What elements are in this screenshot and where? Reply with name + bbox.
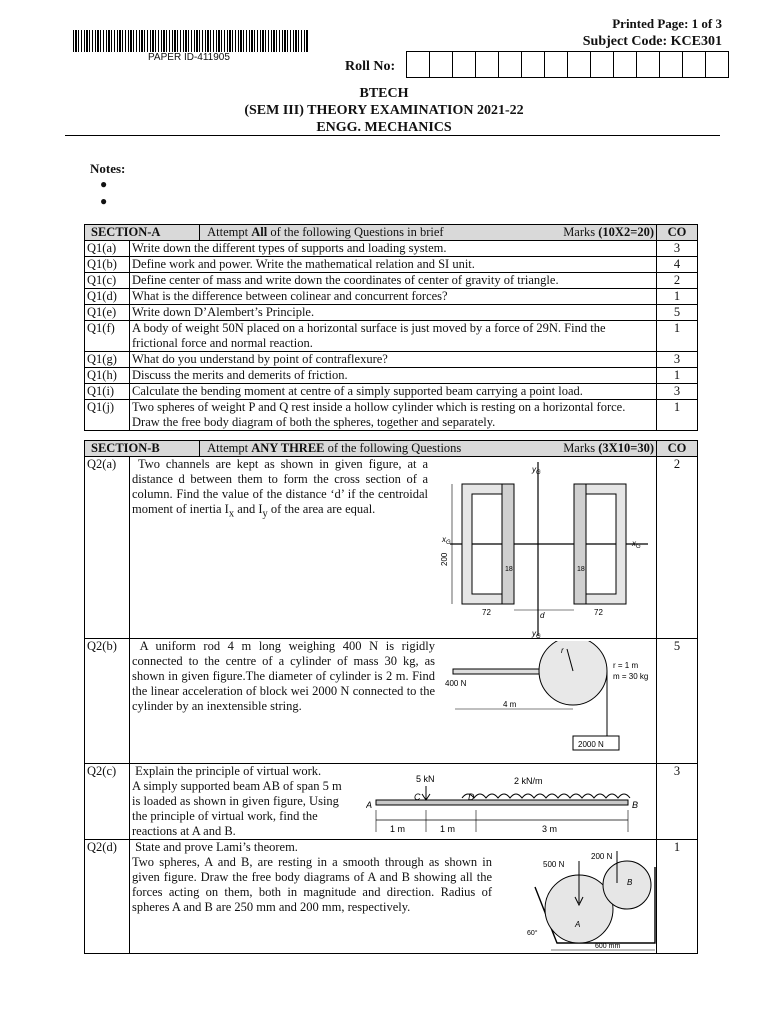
span-1: 1 m [390, 824, 406, 834]
question-number: Q2(d) [85, 840, 130, 954]
label-m-value: m = 30 kg [613, 672, 649, 681]
question-text: Calculate the bending moment at centre of a simply supported beam carrying a point load. [130, 384, 657, 400]
xg-label: $x_G$ [442, 535, 451, 546]
dim-18-right: 18 [577, 566, 585, 573]
dim-72-right: 72 [594, 608, 603, 617]
question-text: Define work and power. Write the mathematical relation and SI unit. [130, 257, 657, 273]
co-value: 1 [657, 289, 698, 305]
label-c: C [414, 792, 421, 802]
span-3: 3 m [542, 824, 558, 834]
co-value: 5 [657, 639, 698, 764]
co-value: 3 [657, 764, 698, 840]
co-value: 3 [657, 241, 698, 257]
question-number: Q1(h) [85, 368, 130, 384]
section-a-instruction: Attempt All of the following Questions in brief [207, 225, 444, 239]
question-number: Q1(i) [85, 384, 130, 400]
question-row [85, 352, 698, 368]
roll-number-boxes[interactable] [407, 51, 729, 78]
section-b-marks: Marks (3X10=30) [563, 441, 654, 455]
label-r-value: r = 1 m [613, 661, 639, 670]
dim-18-left: 18 [505, 566, 513, 573]
question-number: Q1(f) [85, 321, 130, 352]
subject-code: Subject Code: KCE301 [582, 34, 722, 49]
label-block: 2000 N [578, 740, 604, 749]
label-sphere-b: B [627, 878, 633, 887]
printed-page: Printed Page: 1 of 3 [612, 16, 722, 31]
question-row [85, 400, 698, 431]
notes-label: Notes: [90, 161, 126, 176]
label-500n: 500 N [543, 860, 565, 869]
question-row [85, 305, 698, 321]
question-text: Explain the principle of virtual work. A simply supported beam AB of span 5 m is loaded as shown in given figure, Using the principle of virtual work, find the reactions at A and B. [130, 764, 657, 840]
section-b-header [85, 441, 698, 457]
label-r: r [561, 646, 564, 655]
section-a-marks: Marks (10X2=20) [563, 225, 654, 239]
question-row [85, 241, 698, 257]
co-header: CO [657, 225, 698, 241]
dim-d: d [540, 611, 545, 620]
label-200n: 200 N [591, 852, 613, 861]
question-text: Two spheres of weight P and Q rest inside a hollow cylinder which is resting on a horizontal force. Draw the free body diagram of both the spheres, together and separately. [130, 400, 657, 431]
co-value: 1 [657, 840, 698, 954]
question-row [85, 257, 698, 273]
label-d: D [468, 792, 475, 802]
co-value: 1 [657, 321, 698, 352]
label-600mm: 600 mm [595, 943, 621, 950]
course-title: BTECH [359, 86, 409, 101]
question-row [85, 289, 698, 305]
dim-200: 200 [440, 552, 449, 566]
co-value: 5 [657, 305, 698, 321]
question-number: Q2(c) [85, 764, 130, 840]
question-text: Write down the different types of supports and loading system. [130, 241, 657, 257]
note-bullet: ● [100, 177, 108, 191]
question-number: Q1(e) [85, 305, 130, 321]
co-value: 2 [657, 457, 698, 639]
note-bullet: ● [100, 194, 108, 208]
roll-label: Roll No: [345, 59, 396, 74]
question-row [85, 273, 698, 289]
question-text: A uniform rod 4 m long weighing 400 N is rigidly connected to the centre of a cylinder of mass 30 kg, as shown in given figure.The diameter of cylinder is 2 m. Find the linear acceleration of block wei 2000 N connected to the cylinder by an inextensible string. [130, 639, 657, 764]
section-b-title: SECTION-B [85, 441, 200, 456]
rod-cylinder-figure [445, 641, 660, 756]
co-value: 1 [657, 368, 698, 384]
paper-id: PAPER ID-411905 [148, 52, 230, 63]
question-text: Write down D’Alembert’s Principle. [130, 305, 657, 321]
question-number: Q2(a) [85, 457, 130, 639]
question-text: Discuss the merits and demerits of friction. [130, 368, 657, 384]
spheres-figure [505, 847, 665, 955]
co-value: 3 [657, 352, 698, 368]
label-a: A [366, 800, 373, 810]
beam-figure [366, 770, 656, 838]
subject-title: ENGG. MECHANICS [316, 120, 452, 135]
label-sphere-a: A [575, 920, 581, 929]
channel-section-figure [438, 458, 656, 640]
label-2kn-per-m: 2 kN/m [514, 776, 543, 786]
section-a-table [84, 224, 698, 431]
header-divider [65, 135, 720, 136]
question-number: Q2(b) [85, 639, 130, 764]
yg-label: $y_G$ [532, 465, 541, 476]
section-a-title: SECTION-A [85, 225, 200, 240]
barcode [73, 30, 309, 52]
question-number: Q1(c) [85, 273, 130, 289]
question-number: Q1(d) [85, 289, 130, 305]
question-text: State and prove Lami’s theorem. Two spheres, A and B, are resting in a smooth through as shown in given figure. Draw the free body diagrams of A and B showing all the forces acting on them, both in magnitude and direction. Radius of spheres A and B are 250 mm and 200 mm, respectively. [130, 840, 657, 954]
question-row [85, 368, 698, 384]
label-angle: 60° [527, 930, 538, 937]
question-row [85, 321, 698, 352]
co-value: 4 [657, 257, 698, 273]
co-value: 2 [657, 273, 698, 289]
xg-label-right: $x_G$ [632, 539, 641, 550]
label-b: B [632, 800, 639, 810]
co-value: 1 [657, 400, 698, 431]
question-text: What is the difference between colinear and concurrent forces? [130, 289, 657, 305]
question-number: Q1(b) [85, 257, 130, 273]
question-number: Q1(a) [85, 241, 130, 257]
question-text: A body of weight 50N placed on a horizontal surface is just moved by a force of 29N. Find the frictional force and normal reaction. [130, 321, 657, 352]
co-value: 3 [657, 384, 698, 400]
yg-label-bottom: $y_G$ [532, 629, 541, 640]
question-text: What do you understand by point of contraflexure? [130, 352, 657, 368]
dim-72-left: 72 [482, 608, 491, 617]
question-number: Q1(g) [85, 352, 130, 368]
question-text: Two channels are kept as shown in given figure, at a distance d between them to form the cross section of a column. Find the value of the distance ‘d’ if the centroidal moment of inertia $I_x$ and $I_y$ of the area are equal. [130, 457, 657, 639]
label-5kn: 5 kN [416, 774, 435, 784]
label-400n: 400 N [445, 679, 467, 688]
question-text: Define center of mass and write down the coordinates of center of gravity of triangle. [130, 273, 657, 289]
co-header: CO [657, 441, 698, 457]
span-2: 1 m [440, 824, 456, 834]
exam-title: (SEM III) THEORY EXAMINATION 2021-22 [244, 103, 524, 118]
section-b-instruction: Attempt ANY THREE of the following Questions [207, 441, 462, 455]
question-row [85, 384, 698, 400]
label-rod-length: 4 m [503, 700, 517, 709]
section-a-header [85, 225, 698, 241]
question-number: Q1(j) [85, 400, 130, 431]
